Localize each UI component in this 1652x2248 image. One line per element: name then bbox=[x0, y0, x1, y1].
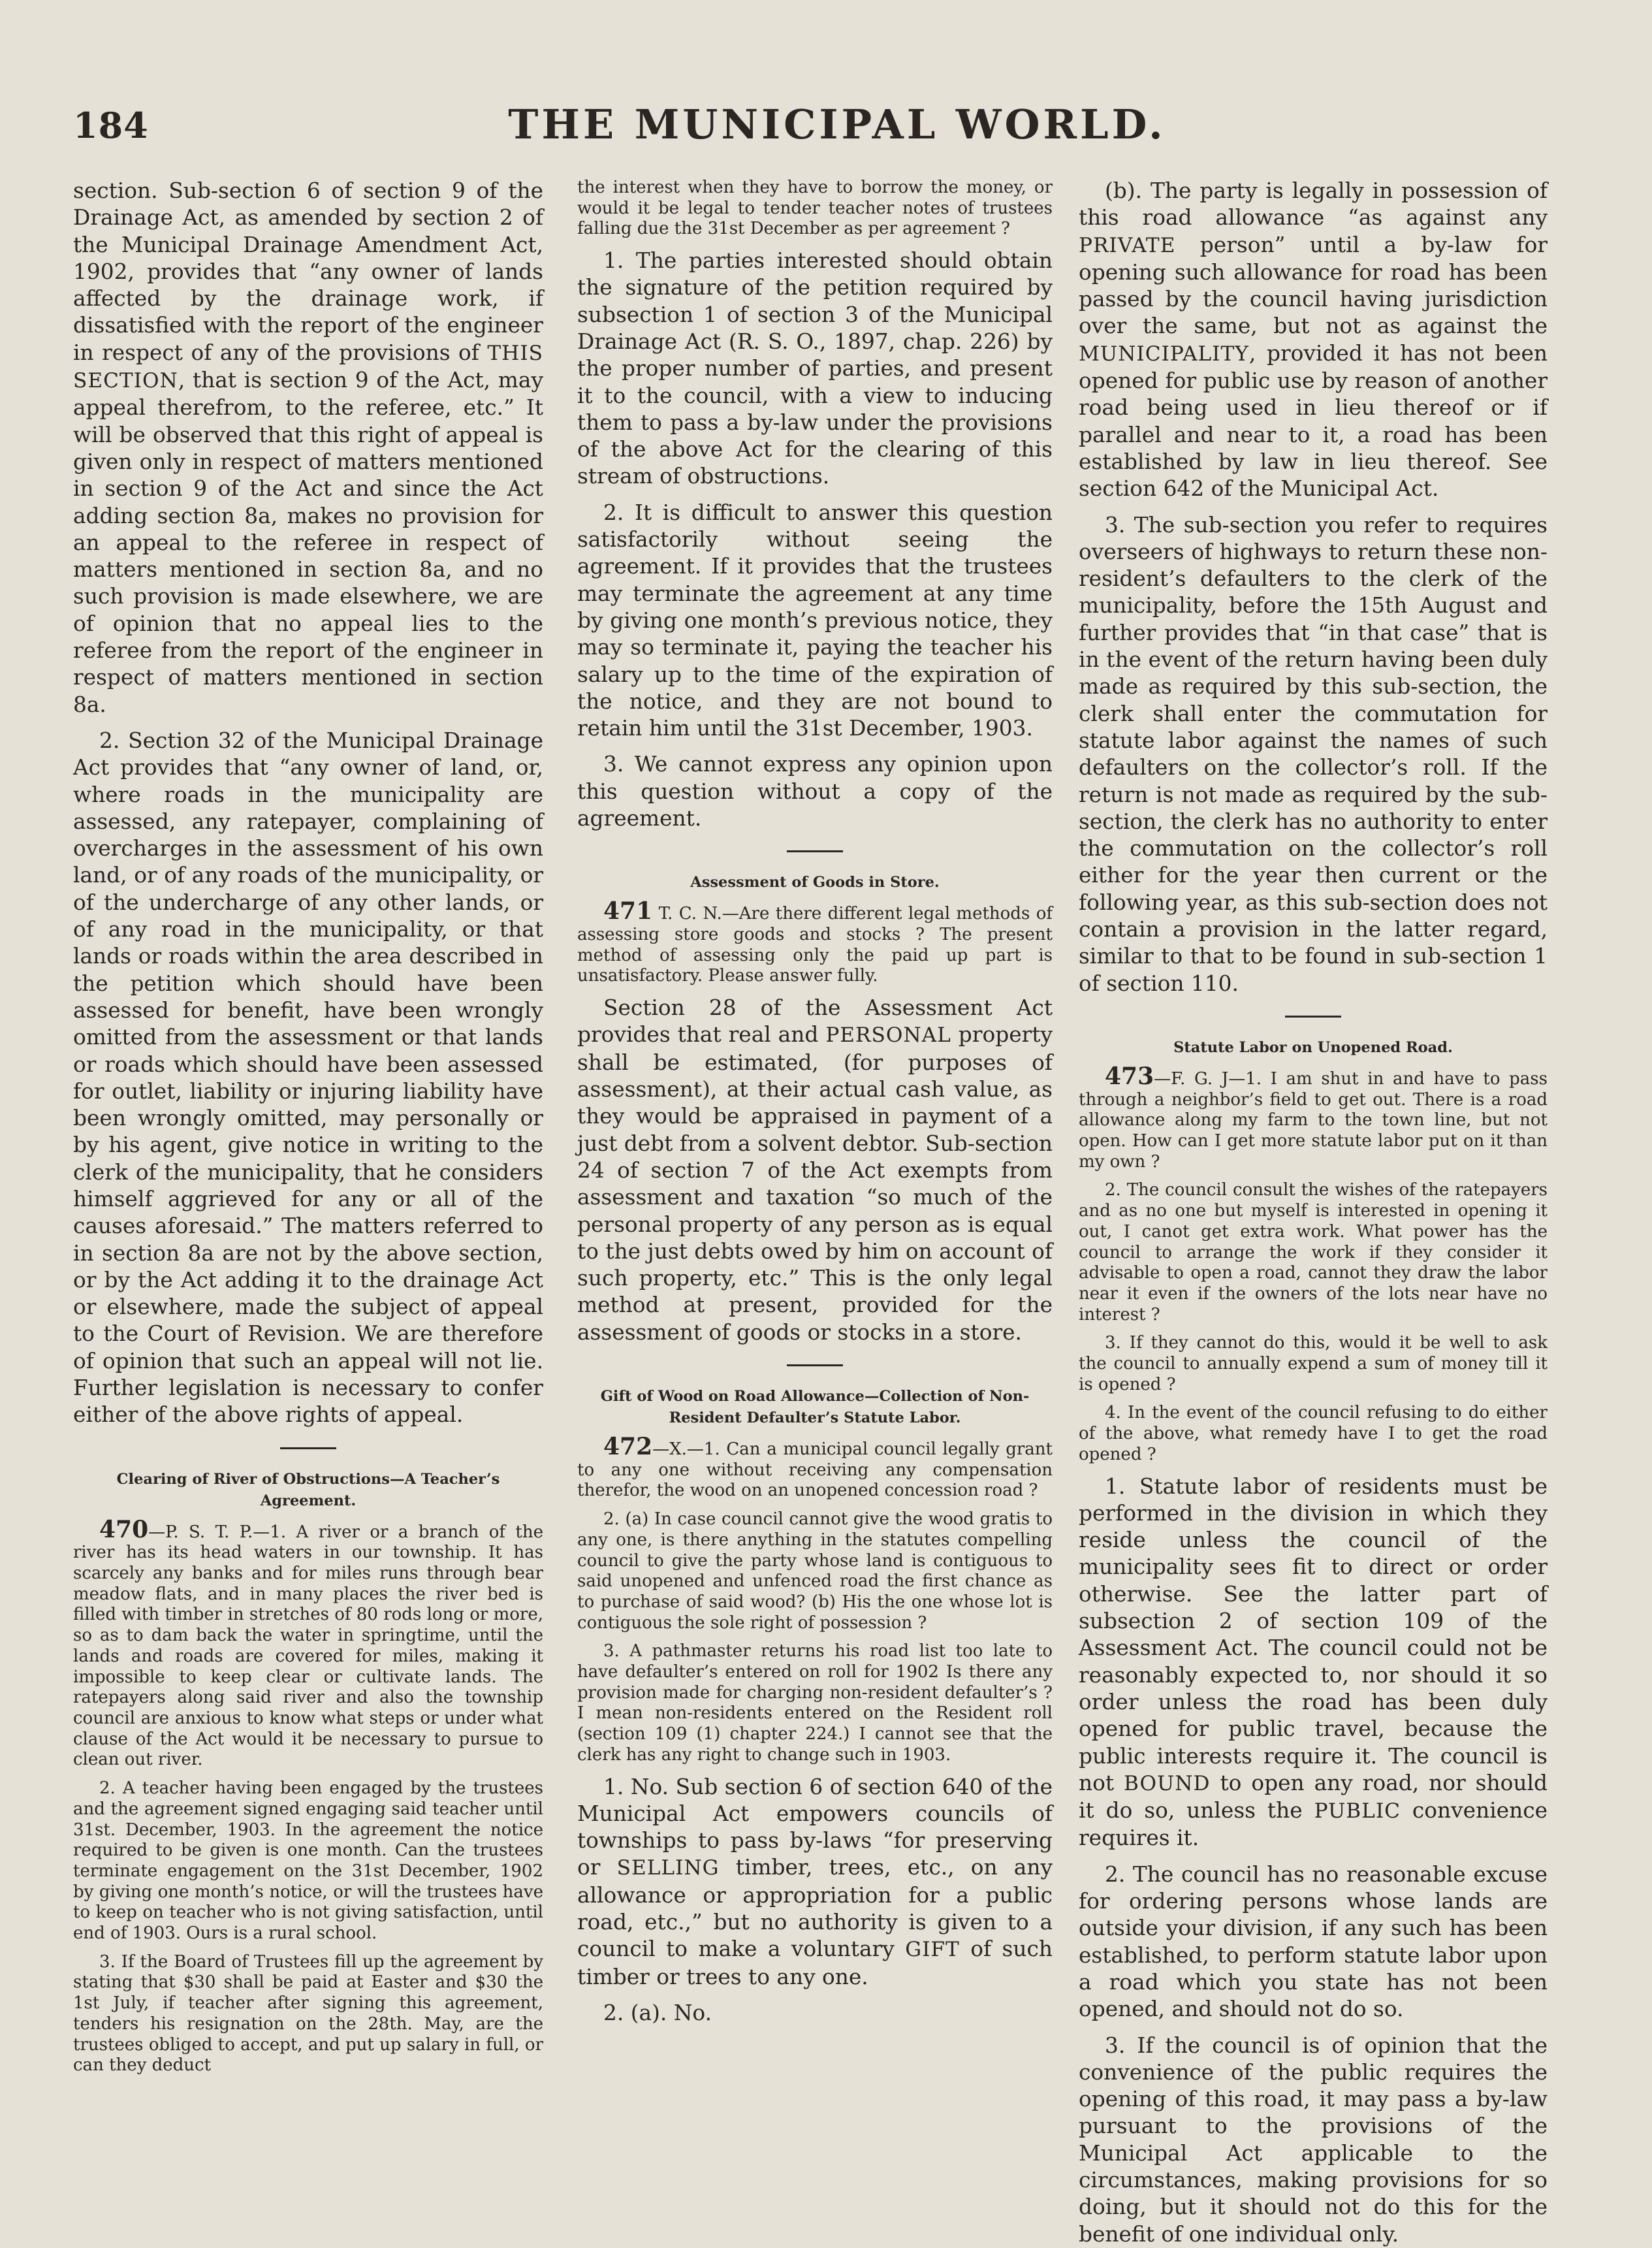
question-471: 471 T. C. N.—Are there different legal methods of assessing store goods and stocks ? The present method of assessing only the paid up part is unsatisfactory. Please answer fully. bbox=[577, 897, 1053, 986]
section-divider bbox=[1285, 1016, 1341, 1018]
answer-470-3: 3. We cannot express any opinion upon this question without a copy of the agreement. bbox=[577, 752, 1053, 831]
question-473-1: 473—F. G. J—1. I am shut in and have to pass through a neighbor’s field to get out. There is a road allowance along my farm to the town line, but not open. How can I get more statute labor put on it than my own ? bbox=[1079, 1062, 1548, 1172]
page-header bbox=[73, 101, 1601, 157]
col1-paragraph-2: 2. Section 32 of the Municipal Drainage Act provides that “any owner of land, or, where roads in the municipality are assessed, any ratepayer, complaining of overcharges in the assessment of his own land, or of any roads of the municipality, or of the undercharge of any other lands, or of any road in the municipality, or that lands or roads within the area described in the petition which should have been assessed for benefit, have been wrongly omitted from the assessment or that lands or roads which should have been assessed for outlet, liability or injuring liability have been wrongly omitted, may personally or by his agent, give notice in writing to the clerk of the municipality, that he considers himself aggrieved for any or all of the causes aforesaid.” The matters referred to in section 8a are not by the above section, or by the Act adding it to the drainage Act or elsewhere, made the subject of appeal to the Court of Revision. We are therefore of opinion that such an appeal will not lie. Further legislation is necessary to confer either of the above rights of appeal. bbox=[73, 728, 543, 1428]
section-divider bbox=[787, 1364, 843, 1366]
col1-paragraph-1: section. Sub-section 6 of section 9 of the Drainage Act, as amended by section 2 of the Municipal Drainage Amendment Act, 1902, provides that “any owner of lands affected by the drainage work, if dissatisfied with the report of the engineer in respect of any of the provisions of THIS SECTION, that is section 9 of the Act, may appeal therefrom, to the referee, etc.” It will be observed that this right of appeal is given only in respect of matters mentioned in section 9 of the Act and since the Act adding section 8a, makes no provision for an appeal to the referee in respect of matters mentioned in section 8a, and no such provision is made elsewhere, we are of opinion that no appeal lies to the referee from the report of the engineer in respect of matters mentioned in section 8a. bbox=[73, 178, 543, 717]
answer-472-3: 3. The sub-section you refer to requires overseers of highways to return these non-resident’s defaulters to the clerk of the municipality, before the 15th August and further provides that “in that case” that is in the event of the return having been duly made as required by this sub-section, the clerk shall enter the commutation for statute labor against the names of such defaulters on the collector’s roll. If the return is not made as required by the sub-section, the clerk has no authority to enter the commutation on the collector’s roll either for the year then current or the following year, as this sub-section does not contain a provision in the latter regard, similar to that to be found in sub-section 1 of section 110. bbox=[1079, 512, 1548, 996]
answer-472-1: 1. No. Sub section 6 of section 640 of the Municipal Act empowers councils of townships to pass by-laws “for preserving or SELLING timber, trees, etc., on any allowance or appropriation for a public road, etc.,” but no authority is given to a council to make a voluntary GIFT of such timber or trees to any one. bbox=[577, 1774, 1053, 1989]
question-470-3: 3. If the Board of Trustees fill up the agreement by stating that $30 shall be paid at Easter and $30 the 1st July, if teacher after signing this agreement, tenders his resignation on the 28th. May, are the trustees obliged to accept, and put up salary in full, or can they deduct bbox=[73, 1951, 543, 2076]
question-472-1: 472—X.—1. Can a municipal council legally grant to any one without receiving any compensation therefor, the wood on an unopened concession road ? bbox=[577, 1433, 1053, 1501]
answer-470-1: 1. The parties interested should obtain the signature of the petition required by subsection 1 of section 3 of the Municipal Drainage Act (R. S. O., 1897, chap. 226) by the proper number of parties, and present it to the council, with a view to inducing them to pass a by-law under the provisions of the above Act for the clearing of this stream of obstructions. bbox=[577, 248, 1053, 489]
section-heading-473: Statute Labor on Unopened Road. bbox=[1173, 1038, 1453, 1056]
question-473-3: 3. If they cannot do this, would it be well to ask the council to annually expend a sum of money till it is opened ? bbox=[1079, 1333, 1548, 1394]
answer-472-2b: (b). The party is legally in possession of this road allowance “as against any PRIVATE person” until a by-law for opening such allowance for road has been passed by the council having jurisdiction over the same, but not as against the MUNICIPALITY, provided it has not been opened for public use by reason of another road being used in lieu thereof or if parallel and near to it, a road has been established by law in lieu thereof. See section 642 of the Municipal Act. bbox=[1079, 178, 1548, 502]
answer-473-3: 3. If the council is of opinion that the convenience of the public requires the opening of this road, it may pass a by-law pursuant to the provisions of the Municipal Act applicable to the circumstances, making provisions for so doing, but it should not do this for the benefit of one individual only. bbox=[1079, 2032, 1548, 2247]
section-heading-471: Assessment of Goods in Store. bbox=[690, 874, 940, 891]
question-473-2: 2. The council consult the wishes of the ratepayers and as no one but myself is interested in opening it out, I canot get extra work. What power has the council to arrange the work if they consider it advisable to open a road, cannot they draw the labor near it even if the owners of the lots near have no interest ? bbox=[1079, 1180, 1548, 1325]
answer-473-1: 1. Statute labor of residents must be performed in the division in which they reside unless the council of the municipality sees fit to direct or order otherwise. See the latter part of subsection 2 of section 109 of the Assessment Act. The council could not be reasonably expected to, nor should it so order unless the road has been duly opened for public travel, because the public interests require it. The council is not BOUND to open any road, nor should it do so, unless the PUBLIC convenience requires it. bbox=[1079, 1473, 1548, 1851]
answer-470-2: 2. It is difficult to answer this question satisfactorily without seeing the agreement. If it provides that the trustees may terminate the agreement at any time by giving one month’s previous notice, they may so terminate it, paying the teacher his salary up to the time of the expiration of the notice, and they are not bound to retain him until the 31st December, 1903. bbox=[577, 500, 1053, 741]
answer-473-2: 2. The council has no reasonable excuse for ordering persons whose lands are outside your division, if any such has been established, to perform statute labor upon a road which you state has not been opened, and should not do so. bbox=[1079, 1861, 1548, 2022]
masthead: THE MUNICIPAL WORLD. bbox=[508, 101, 1166, 148]
column-3 bbox=[1079, 178, 1548, 2247]
section-divider bbox=[280, 1447, 336, 1449]
page-number: 184 bbox=[73, 104, 149, 146]
question-473-4: 4. In the event of the council refusing to do either of the above, what remedy have I to get the road opened ? bbox=[1079, 1403, 1548, 1464]
section-heading-470: Clearing of River of Obstructions—A Teacher’s Agreement. bbox=[116, 1470, 500, 1509]
question-470-3-continued: the interest when they have to borrow the money, or would it be legal to tender teacher notes of trustees falling due the 31st December as per agreement ? bbox=[577, 178, 1053, 239]
section-divider bbox=[787, 850, 843, 852]
question-470-1: 470—P. S. T. P.—1. A river or a branch of the river has its head waters in our township. It has scarcely any banks and for miles runs through bear meadow flats, and in many places the river bed is filled with timber in stretches of 80 rods long or more, so as to dam back the water in springtime, until the lands and roads are covered for miles, making it impossible to keep clear or cultivate lands. The ratepayers along said river and also the township council are anxious to know what steps or under what clause of the Act would it be necessary to pursue to clean out river. bbox=[73, 1515, 543, 1770]
question-470-2: 2. A teacher having been engaged by the trustees and the agreement signed engaging said teacher until 31st. December, 1903. In the agreement the notice required to be given is one month. Can the trustees terminate engagement on the 31st December, 1902 by giving one month’s notice, or will the trustees have to keep on teacher who is not giving satisfaction, until end of 1903. Ours is a rural school. bbox=[73, 1778, 543, 1944]
section-heading-472: Gift of Wood on Road Allowance—Collection of Non-Resident Defaulter’s Statute Labor. bbox=[600, 1388, 1030, 1427]
answer-472-2a: 2. (a). No. bbox=[603, 2000, 712, 2025]
column-1 bbox=[73, 178, 543, 2209]
question-472-3: 3. A pathmaster returns his road list too late to have defaulter’s entered on roll for 1902 Is there any provision made for charging non-resident defaulter’s ? I mean non-residents entered on the Resident roll (section 109 (1) chapter 224.) I cannot see that the clerk has any right to change such in 1903. bbox=[577, 1641, 1053, 1765]
question-472-2: 2. (a) In case council cannot give the wood gratis to any one, is there anything in the statutes compelling council to give the party whose land is contiguous to said unopened and unfenced road the first chance as to purchase of said wood? (b) His the one whose lot is contiguous the sole right of possession ? bbox=[577, 1509, 1053, 1633]
answer-471: Section 28 of the Assessment Act provides that real and PERSONAL property shall be estimated, (for purposes of assessment), at their actual cash value, as they would be appraised in payment of a just debt from a solvent debtor. Sub-section 24 of section 7 of the Act exempts from assessment and taxation “so much of the personal property of any person as is equal to the just debts owed by him on account of such property, etc.” This is the only legal method at present, provided for the assessment of goods or stocks in a store. bbox=[577, 995, 1053, 1345]
column-2 bbox=[577, 178, 1053, 2209]
